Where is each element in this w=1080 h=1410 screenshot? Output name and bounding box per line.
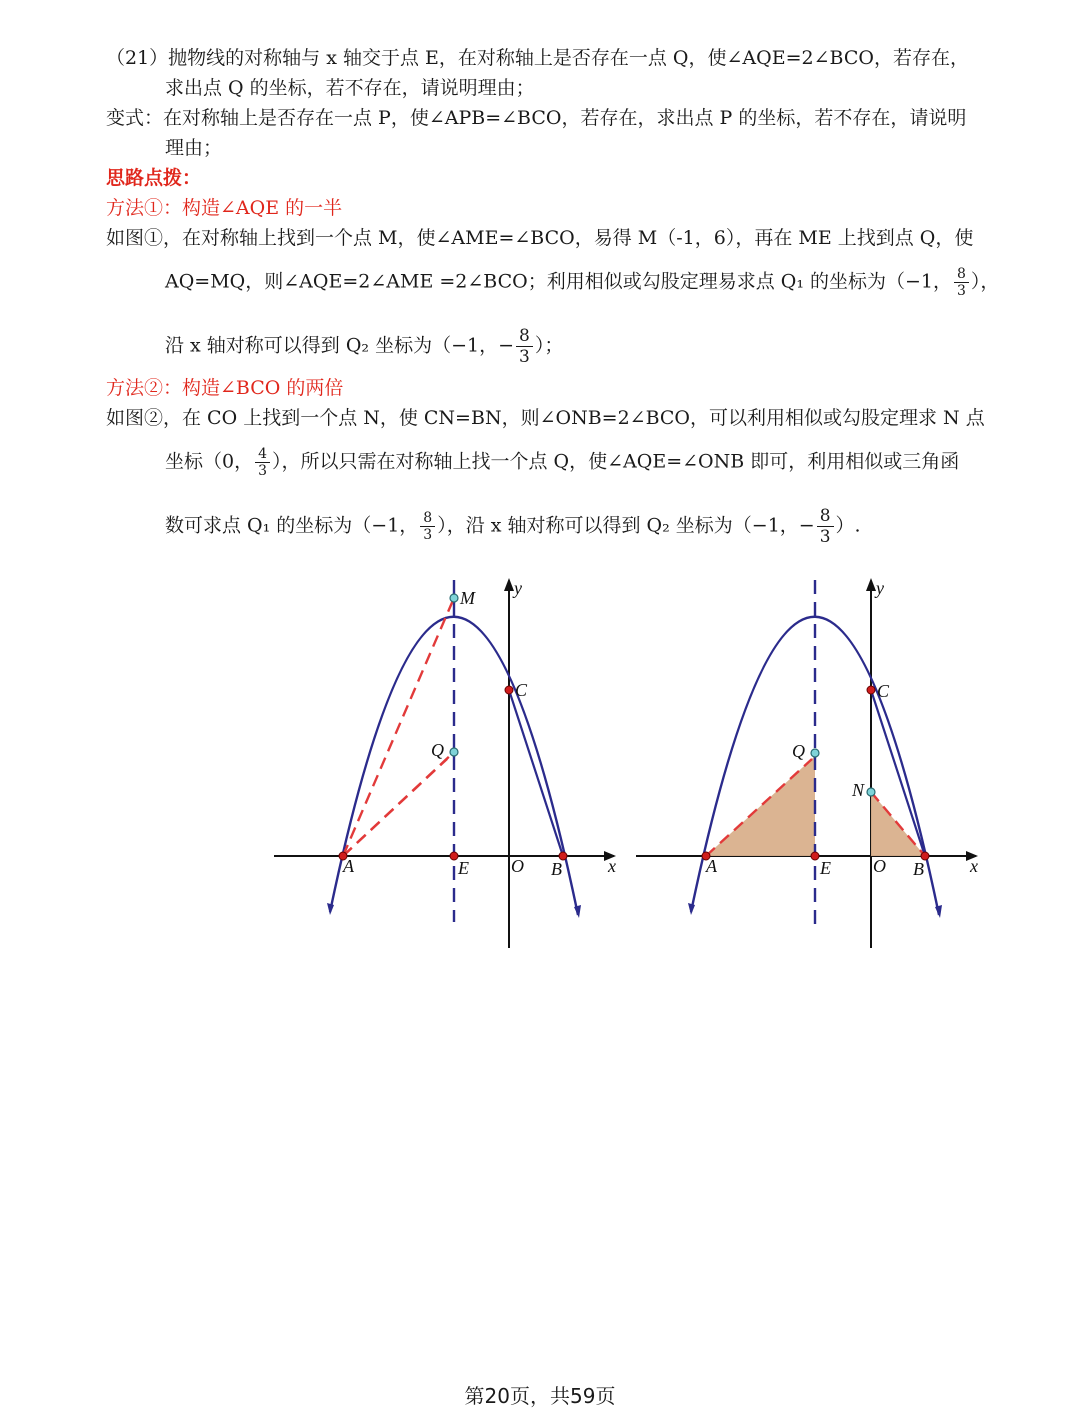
label-q: Q <box>431 740 444 760</box>
fraction-denominator: 3 <box>258 463 268 479</box>
fraction-denominator: 3 <box>519 347 530 367</box>
fraction-denominator: 3 <box>423 527 433 543</box>
parabola-left-arrow-icon <box>327 903 334 915</box>
y-axis-arrow-icon <box>866 578 876 591</box>
fraction-numerator: 8 <box>420 510 435 527</box>
line-a-mid <box>343 759 447 856</box>
label-c: C <box>877 681 890 701</box>
dashed-lines <box>343 598 454 856</box>
label-o: O <box>511 856 524 876</box>
variant-line-2: 理由； <box>165 137 223 159</box>
method-2-line-3 <box>165 506 861 547</box>
point-e <box>450 852 458 860</box>
parabola-left-arrow-icon <box>688 903 695 915</box>
label-x: x <box>608 856 616 876</box>
y-axis-arrow-icon <box>504 578 514 591</box>
point-c <box>505 686 513 694</box>
label-m: M <box>460 588 475 608</box>
fraction-numerator: 8 <box>516 326 533 347</box>
method-1-line-1: 如图①，在对称轴上找到一个点 M，使∠AME=∠BCO，易得 M（-1，6），再在 ME 上找到点 Q，使 <box>106 227 974 249</box>
label-n: N <box>852 780 865 800</box>
point-m <box>450 594 458 602</box>
parabola-right-arrow-icon <box>574 905 581 918</box>
point-c <box>867 686 875 694</box>
fraction-eight-thirds <box>954 266 969 299</box>
fraction-four-thirds <box>255 446 270 479</box>
point-q <box>811 749 819 757</box>
line-am <box>343 598 454 856</box>
fraction-numerator: 8 <box>817 506 834 527</box>
label-e: E <box>458 858 469 878</box>
point-q <box>450 748 458 756</box>
fraction-eight-thirds <box>516 326 533 367</box>
label-y: y <box>514 578 522 598</box>
point-n <box>867 788 875 796</box>
fraction-denominator: 3 <box>819 527 831 547</box>
figure-1-axes <box>274 578 616 948</box>
method-2-line-2 <box>165 446 959 479</box>
method-1-title: 方法①：构造∠AQE 的一半 <box>106 197 343 219</box>
question-21-line-2: 求出点 Q 的坐标，若不存在，请说明理由； <box>165 77 535 99</box>
label-c: C <box>515 680 528 700</box>
method-2-line-2-text: 坐标（0， <box>165 450 254 473</box>
method-1-line-2-end: ）， <box>970 270 1000 293</box>
fraction-denominator: 3 <box>957 283 966 299</box>
method-1-line-3-end: ）； <box>534 334 564 357</box>
figure-2 <box>632 575 987 955</box>
fraction-numerator: 4 <box>255 446 270 463</box>
label-a: A <box>343 856 354 876</box>
fraction-eight-thirds <box>817 506 834 547</box>
point-e <box>811 852 819 860</box>
figure-1 <box>270 575 630 955</box>
method-2-title: 方法②：构造∠BCO 的两倍 <box>106 377 344 399</box>
label-y: y <box>876 578 884 598</box>
hint-title: 思路点拨： <box>106 167 202 189</box>
label-x: x <box>970 856 978 876</box>
fraction-numerator: 8 <box>954 266 969 283</box>
parabola-right-arrow-icon <box>935 905 942 918</box>
method-2-line-1: 如图②，在 CO 上找到一个点 N，使 CN=BN，则∠ONB=2∠BCO，可以利用相似或勾股定理求 N 点 <box>106 407 985 429</box>
label-b: B <box>913 859 924 879</box>
method-2-line-3-mid: ），沿 x 轴对称可以得到 Q₂ 坐标为（−1，− <box>437 514 815 537</box>
label-b: B <box>551 859 562 879</box>
method-1-line-3-text: 沿 x 轴对称可以得到 Q₂ 坐标为（−1，− <box>165 334 514 357</box>
line-cb <box>509 690 563 856</box>
label-e: E <box>820 858 831 878</box>
variant-line-1: 变式：在对称轴上是否存在一点 P，使∠APB=∠BCO，若存在，求出点 P 的坐标，若不存在，请说明 <box>106 107 967 129</box>
question-21-line-1: （21）抛物线的对称轴与 x 轴交于点 E，在对称轴上是否存在一点 Q，使∠AQE=2∠BCO，若存在， <box>106 47 969 69</box>
method-2-line-2-end: ），所以只需在对称轴上找一个点 Q，使∠AQE=∠ONB 即可，利用相似或三角函 <box>272 450 960 473</box>
label-a: A <box>706 856 717 876</box>
method-1-line-2 <box>165 266 999 299</box>
method-1-line-3 <box>165 326 563 367</box>
label-q: Q <box>792 741 805 761</box>
method-2-line-3-end: ）. <box>835 514 861 537</box>
page-footer: 第20页，共59页 <box>464 1384 616 1408</box>
fraction-eight-thirds <box>420 510 435 543</box>
method-1-line-2-text: AQ=MQ，则∠AQE=2∠AME =2∠BCO；利用相似或勾股定理易求点 Q₁ 的坐标为（−1， <box>165 270 952 293</box>
method-2-line-3-text: 数可求点 Q₁ 的坐标为（−1， <box>165 514 419 537</box>
label-o: O <box>873 856 886 876</box>
